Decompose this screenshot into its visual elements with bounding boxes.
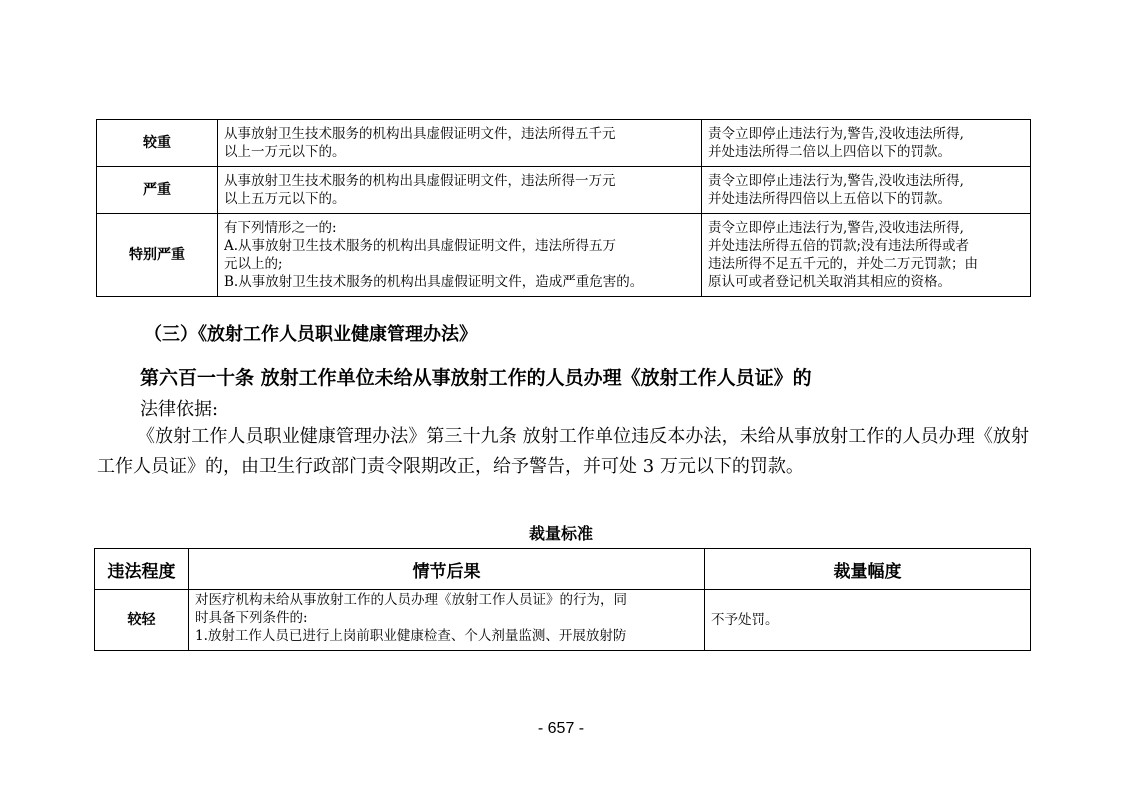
- level-cell: 严重: [97, 167, 218, 214]
- facts-line: 对医疗机构未给从事放射工作的人员办理《放射工作人员证》的行为，同: [195, 592, 627, 608]
- facts-line: 以上五万元以下的。: [224, 191, 346, 207]
- penalty-cell: [702, 214, 1031, 297]
- facts-line: A.从事放射卫生技术服务的机构出具虚假证明文件，违法所得五万: [224, 238, 617, 254]
- legal-basis-text: 《放射工作人员职业健康管理办法》第三十九条 放射工作单位违反本办法，未给从事放射工作的人员办理《放射工作人员证》的，由卫生行政部门责令限期改正，给予警告，并可处 3 万元以下的罚款。: [97, 426, 1029, 477]
- column-header: 情节后果: [189, 549, 705, 590]
- article-title: 第六百一十条 放射工作单位未给从事放射工作的人员办理《放射工作人员证》的: [140, 367, 812, 389]
- penalty-line: 违法所得不足五千元的，并处二万元罚款；由: [708, 256, 978, 272]
- penalty-cell: 不予处罚。: [705, 590, 1031, 651]
- column-header: 裁量幅度: [705, 549, 1031, 590]
- facts-line: 时具备下列条件的:: [195, 610, 308, 626]
- level-cell: 较轻: [95, 590, 189, 651]
- penalty-line: 责令立即停止违法行为,警告,没收违法所得,: [708, 126, 964, 142]
- penalty-line: 并处违法所得四倍以上五倍以下的罚款。: [708, 191, 951, 207]
- standard-title: 裁量标准: [528, 524, 593, 543]
- penalty-line: 并处违法所得五倍的罚款;没有违法所得或者: [708, 238, 970, 254]
- section-heading: （三）《放射工作人员职业健康管理办法》: [144, 324, 477, 345]
- page-number: - 657 -: [537, 720, 585, 737]
- facts-line: B.从事放射卫生技术服务的机构出具虚假证明文件，造成严重危害的。: [224, 274, 644, 290]
- table-header-row: [95, 549, 1031, 590]
- penalty-line: 并处违法所得二倍以上四倍以下的罚款。: [708, 144, 951, 160]
- column-header: 违法程度: [95, 549, 189, 590]
- table-row: [97, 214, 1031, 297]
- table-row: [97, 167, 1031, 214]
- facts-line: 有下列情形之一的:: [224, 220, 337, 236]
- facts-line: 元以上的;: [224, 256, 283, 272]
- facts-line: 1.放射工作人员已进行上岗前职业健康检查、个人剂量监测、开展放射防: [195, 628, 627, 644]
- legal-basis-label: 法律依据:: [140, 399, 219, 420]
- facts-cell: [189, 590, 705, 651]
- penalty-line: 责令立即停止违法行为,警告,没收违法所得,: [708, 220, 964, 236]
- penalty-line: 责令立即停止违法行为,警告,没收违法所得,: [708, 173, 964, 189]
- facts-line: 以上一万元以下的。: [224, 144, 346, 160]
- facts-line: 从事放射卫生技术服务的机构出具虚假证明文件，违法所得五千元: [224, 126, 616, 142]
- level-cell: 特别严重: [97, 214, 218, 297]
- facts-cell: [218, 214, 702, 297]
- discretion-table-previous: [96, 119, 1031, 297]
- table-row: [97, 120, 1031, 167]
- facts-line: 从事放射卫生技术服务的机构出具虚假证明文件，违法所得一万元: [224, 173, 616, 189]
- penalty-line: 原认可或者登记机关取消其相应的资格。: [708, 274, 951, 290]
- penalty-cell: [702, 120, 1031, 167]
- facts-cell: [218, 120, 702, 167]
- discretion-standard-table: [94, 548, 1031, 651]
- facts-cell: [218, 167, 702, 214]
- table-row: [95, 590, 1031, 651]
- penalty-cell: [702, 167, 1031, 214]
- level-cell: 较重: [97, 120, 218, 167]
